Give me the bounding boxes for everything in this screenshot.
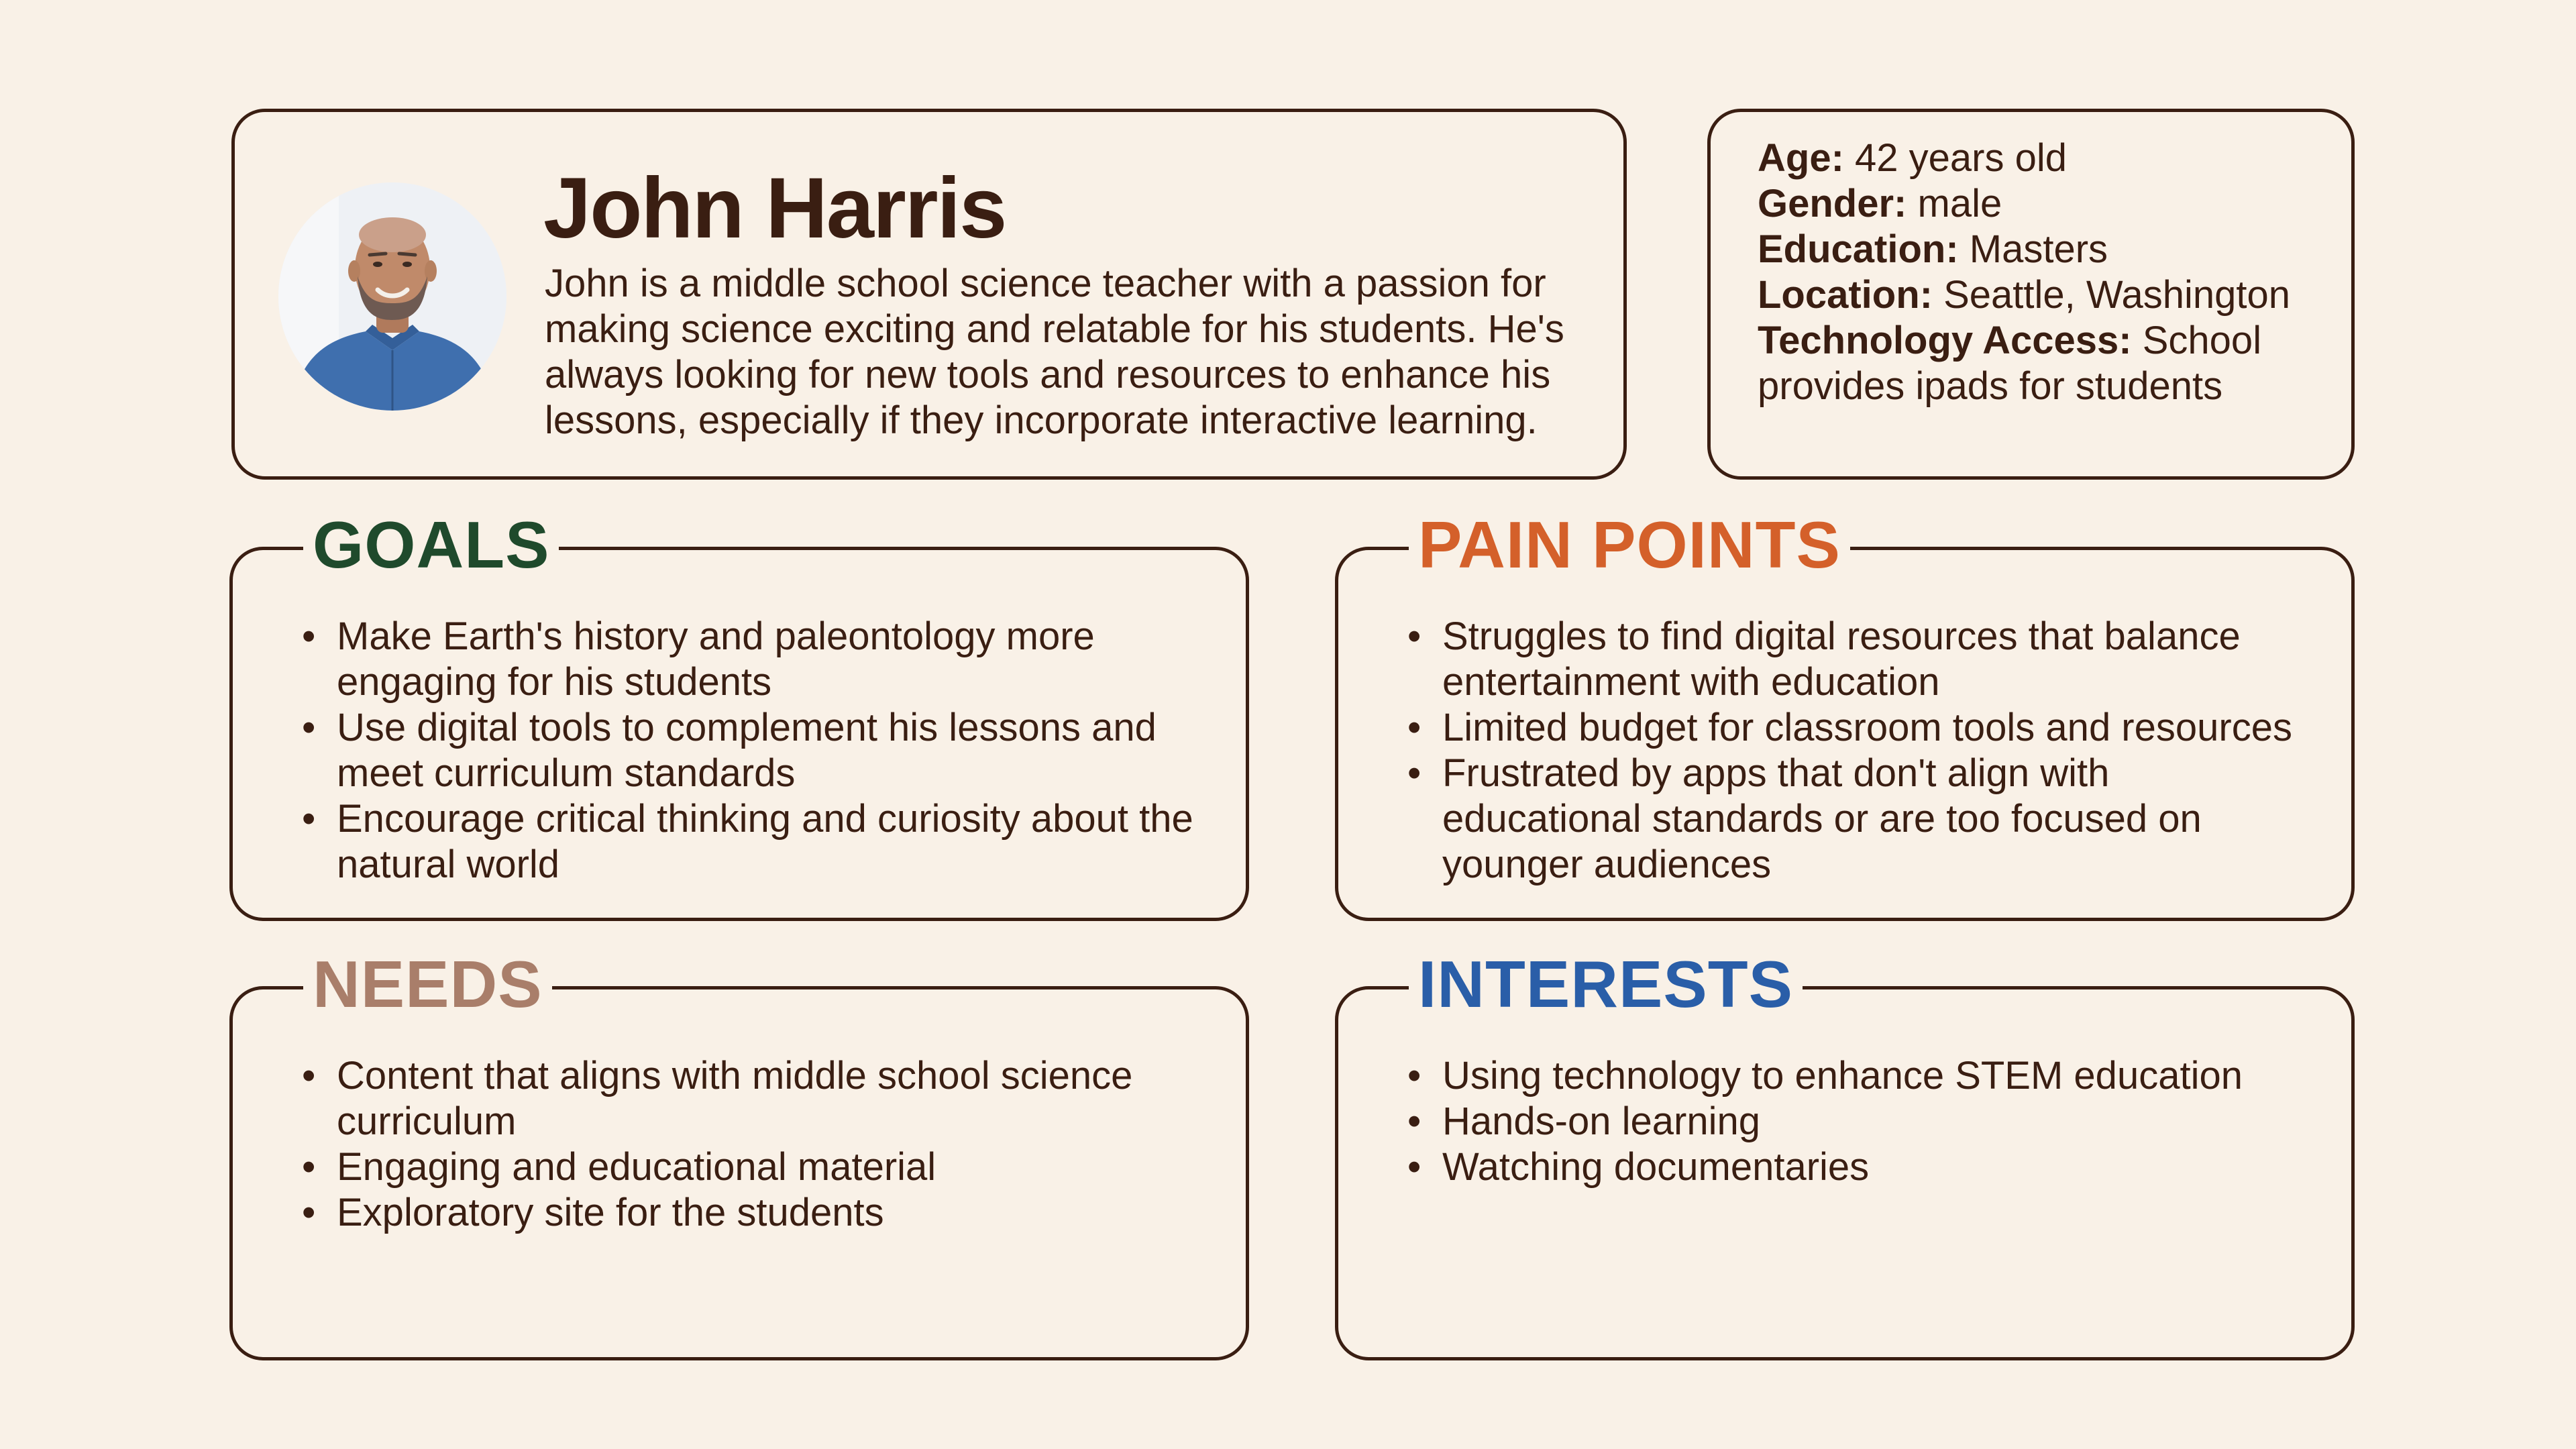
needs-title: NEEDS	[303, 941, 552, 1028]
profile-name: John Harris	[543, 160, 1006, 256]
interests-section	[1335, 947, 2355, 1360]
profile-card	[231, 109, 1627, 480]
info-location	[1758, 272, 2334, 318]
profile-description: John is a middle school science teacher with a passion for making science exciting and relatable for his students. He's always looking for new tools and resources to enhance his lessons, especially if they incorporate interactive learning.	[545, 262, 1564, 442]
list-item: • Encourage critical thinking and curiosity about the natural world	[337, 796, 1209, 888]
list-item: • Make Earth's history and paleontology more engaging for his students	[337, 614, 1209, 705]
info-label: Age:	[1758, 136, 1844, 180]
info-card	[1707, 109, 2355, 480]
info-list	[1758, 136, 2334, 409]
needs-section	[229, 947, 1249, 1360]
info-label: Gender:	[1758, 182, 1907, 225]
list-item: • Using technology to enhance STEM education	[1442, 1053, 2314, 1099]
pain-points-title: PAIN POINTS	[1409, 501, 1850, 588]
info-age	[1758, 136, 2334, 181]
info-value: 42 years old	[1855, 136, 2067, 180]
list-item: • Frustrated by apps that don't align with educational standards or are too focused on younger audiences	[1442, 751, 2301, 888]
needs-list	[337, 1053, 1209, 1236]
goals-section	[229, 508, 1249, 921]
interests-title: INTERESTS	[1409, 941, 1803, 1028]
pain-points-list	[1442, 614, 2301, 888]
info-value: male	[1917, 182, 2002, 225]
interests-list	[1442, 1053, 2314, 1190]
info-value: Masters	[1969, 227, 2108, 271]
goals-title: GOALS	[303, 501, 559, 588]
info-value: Seattle, Washington	[1943, 273, 2291, 317]
list-item: • Hands-on learning	[1442, 1099, 2314, 1144]
info-value: School provides ipads for students	[1758, 319, 2262, 408]
list-item: • Content that aligns with middle school science curriculum	[337, 1053, 1209, 1144]
goals-list	[337, 614, 1209, 888]
info-label: Education:	[1758, 227, 1959, 271]
avatar	[278, 182, 506, 411]
list-item: • Use digital tools to complement his lessons and meet curriculum standards	[337, 705, 1209, 796]
list-item: • Limited budget for classroom tools and resources	[1442, 705, 2301, 751]
info-technology-access	[1758, 318, 2334, 409]
list-item: • Engaging and educational material	[337, 1144, 1209, 1190]
info-gender	[1758, 181, 2334, 227]
pain-points-section	[1335, 508, 2355, 921]
info-education	[1758, 227, 2334, 272]
info-label: Technology Access:	[1758, 319, 2132, 362]
person-photo-icon	[278, 182, 506, 411]
list-item: • Struggles to find digital resources that balance entertainment with education	[1442, 614, 2301, 705]
info-label: Location:	[1758, 273, 1933, 317]
list-item: • Exploratory site for the students	[337, 1190, 1209, 1236]
list-item: • Watching documentaries	[1442, 1144, 2314, 1190]
